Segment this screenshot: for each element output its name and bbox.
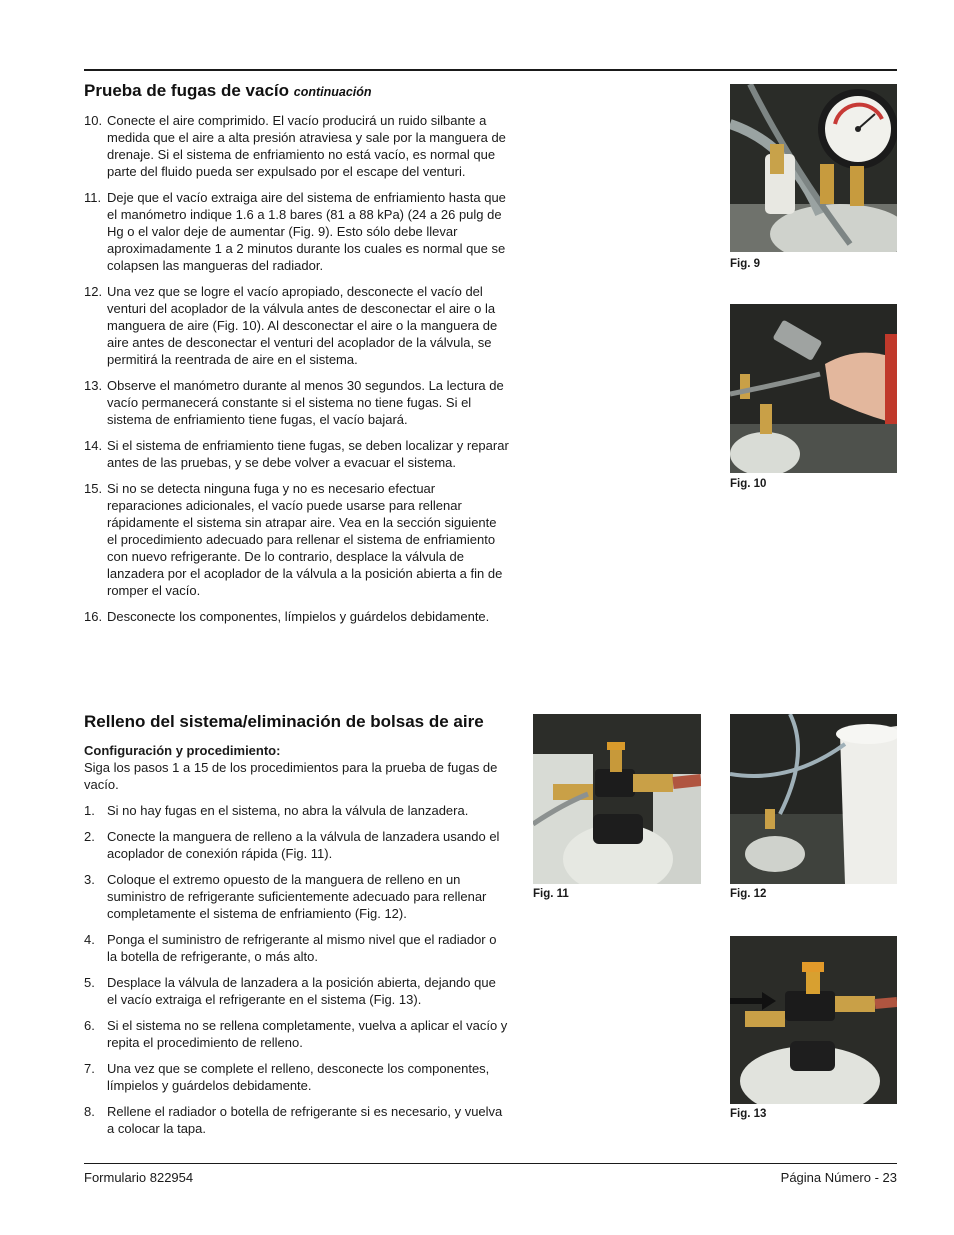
fig-12-caption: Fig. 12 [730,888,767,900]
step-text: Si no se detecta ninguna fuga y no es necesario efectuar reparaciones adicionales, el vacío puede usarse para rellenar rápidamente el sistema sin atrapar aire. Vea en la sección siguiente el procedimiento adecuado para rellenar el sistema de enfriamiento con nuevo refrigerante. De lo contrario, desplace la válvula de lanzadera por el acoplador de la válvula a la posición abierta a fin de romper el vacío. [107,481,503,598]
step-item [84,608,509,625]
step-text: Desconecte los componentes, límpielos y guárdelos debidamente. [107,609,490,624]
step-number: 10. [84,113,103,128]
step-number: 2. [84,829,95,844]
step-item [84,1060,509,1094]
step-text: Conecte el aire comprimido. El vacío producirá un ruido silbante a medida que el aire a alta presión atraviesa y sale por la manguera de drenaje. Si el sistema de enfriamiento no está vacío, es normal que parte del fluido pueda ser expulsado por el escape del venturi. [107,113,506,179]
fig-11-caption: Fig. 11 [533,888,569,900]
section-vacuum-leak-test [84,81,509,634]
step-number: 15. [84,481,103,496]
step-text: Una vez que se complete el relleno, desconecte los componentes, límpielos y guárdelos debidamente. [107,1061,490,1093]
fig-13-photo [730,936,897,1104]
step-item [84,974,509,1008]
step-item [84,283,509,368]
step-number: 8. [84,1104,95,1119]
step-number: 1. [84,803,95,818]
step-text: Rellene el radiador o botella de refrigerante si es necesario, y vuelva a colocar la tapa. [107,1104,503,1136]
step-number: 7. [84,1061,95,1076]
step-number: 11. [84,190,102,205]
step-text: Conecte la manguera de relleno a la válvula de lanzadera usando el acoplador de conexión rápida (Fig. 11). [107,829,500,861]
fig-9-caption: Fig. 9 [730,258,761,270]
step-number: 5. [84,975,95,990]
header-rule [84,69,897,71]
hand-photo-illustration [730,304,897,473]
fig-10-photo [730,304,897,473]
step-item [84,189,509,274]
step-item [84,1017,509,1051]
step-text: Coloque el extremo opuesto de la manguera de relleno en un suministro de refrigerante suficientemente adecuado para rellenar completamente el sistema de enfriamiento (Fig. 12). [107,872,487,921]
section-title: Prueba de fugas de vacío continuación [84,81,372,100]
step-item [84,828,509,862]
step-text: Desplace la válvula de lanzadera a la posición abierta, dejando que el vacío extraiga el refrigerante en el sistema (Fig. 13). [107,975,496,1007]
title-suffix: continuación [293,85,372,99]
step-item [84,112,509,180]
footer-rule [84,1163,897,1164]
step-text: Observe el manómetro durante al menos 30 segundos. La lectura de vacío permanecerá constante si el sistema no tiene fugas. Si el sistema de enfriamiento tiene fugas, el vacío bajará. [107,378,504,427]
subheading: Configuración y procedimiento: [84,743,281,758]
step-text: Deje que el vacío extraiga aire del sistema de enfriamiento hasta que el manómetro indique 1.6 a 1.8 bares (81 a 88 kPa) (24 a 26 pulg de Hg o el valor deje de aumentar (Fig. 9). Esto sólo debe llevar aproximadamente 1 a 2 minutos durante los cuales es normal que se colapsen las mangueras del radiador. [107,190,506,273]
step-text: Si no hay fugas en el sistema, no abra la válvula de lanzadera. [107,803,469,818]
steps-list [84,112,509,625]
valve-photo-illustration [533,714,701,884]
fig-12-photo [730,714,897,884]
steps-list [84,802,509,1137]
step-number: 16. [84,609,103,624]
intro-text: Siga los pasos 1 a 15 de los procedimientos para la prueba de fugas de vacío. [84,760,498,792]
step-item [84,480,509,599]
step-text: Si el sistema de enfriamiento tiene fugas, se deben localizar y reparar antes de las pruebas, y se debe volver a evacuar el sistema. [107,438,509,470]
fig-10-caption: Fig. 10 [730,478,767,490]
step-text: Una vez que se logre el vacío apropiado, desconecte el vacío del venturi del acoplador de la válvula antes de desconectar el aire o la manguera de aire (Fig. 10). Al desconectar el aire o la manguera de aire antes de desconectar el venturi del acoplador de la válvula, se permitirá la reentrada de aire en el sistema. [107,284,498,367]
step-item [84,377,509,428]
bucket-photo-illustration [730,714,897,884]
step-item [84,802,509,819]
step-number: 12. [84,284,103,299]
page-number: Página Número - 23 [780,1170,897,1185]
gauge-photo-illustration [730,84,897,252]
step-number: 6. [84,1018,95,1033]
form-number: Formulario 822954 [84,1170,194,1185]
fig-13-caption: Fig. 13 [730,1108,767,1120]
step-number: 4. [84,932,95,947]
valve-open-photo-illustration [730,936,897,1104]
fig-11-photo [533,714,701,884]
fig-9-photo [730,84,897,252]
step-item [84,871,509,922]
step-number: 13. [84,378,103,393]
step-text: Ponga el suministro de refrigerante al mismo nivel que el radiador o la botella de refrigerante, o más alto. [107,932,497,964]
section-refill-system [84,712,509,1146]
step-item [84,437,509,471]
step-item [84,931,509,965]
step-number: 3. [84,872,95,887]
step-number: 14. [84,438,103,453]
section-title: Relleno del sistema/eliminación de bolsas de aire [84,712,484,731]
step-text: Si el sistema no se rellena completamente, vuelva a aplicar el vacío y repita el procedimiento de relleno. [107,1018,508,1050]
step-item [84,1103,509,1137]
